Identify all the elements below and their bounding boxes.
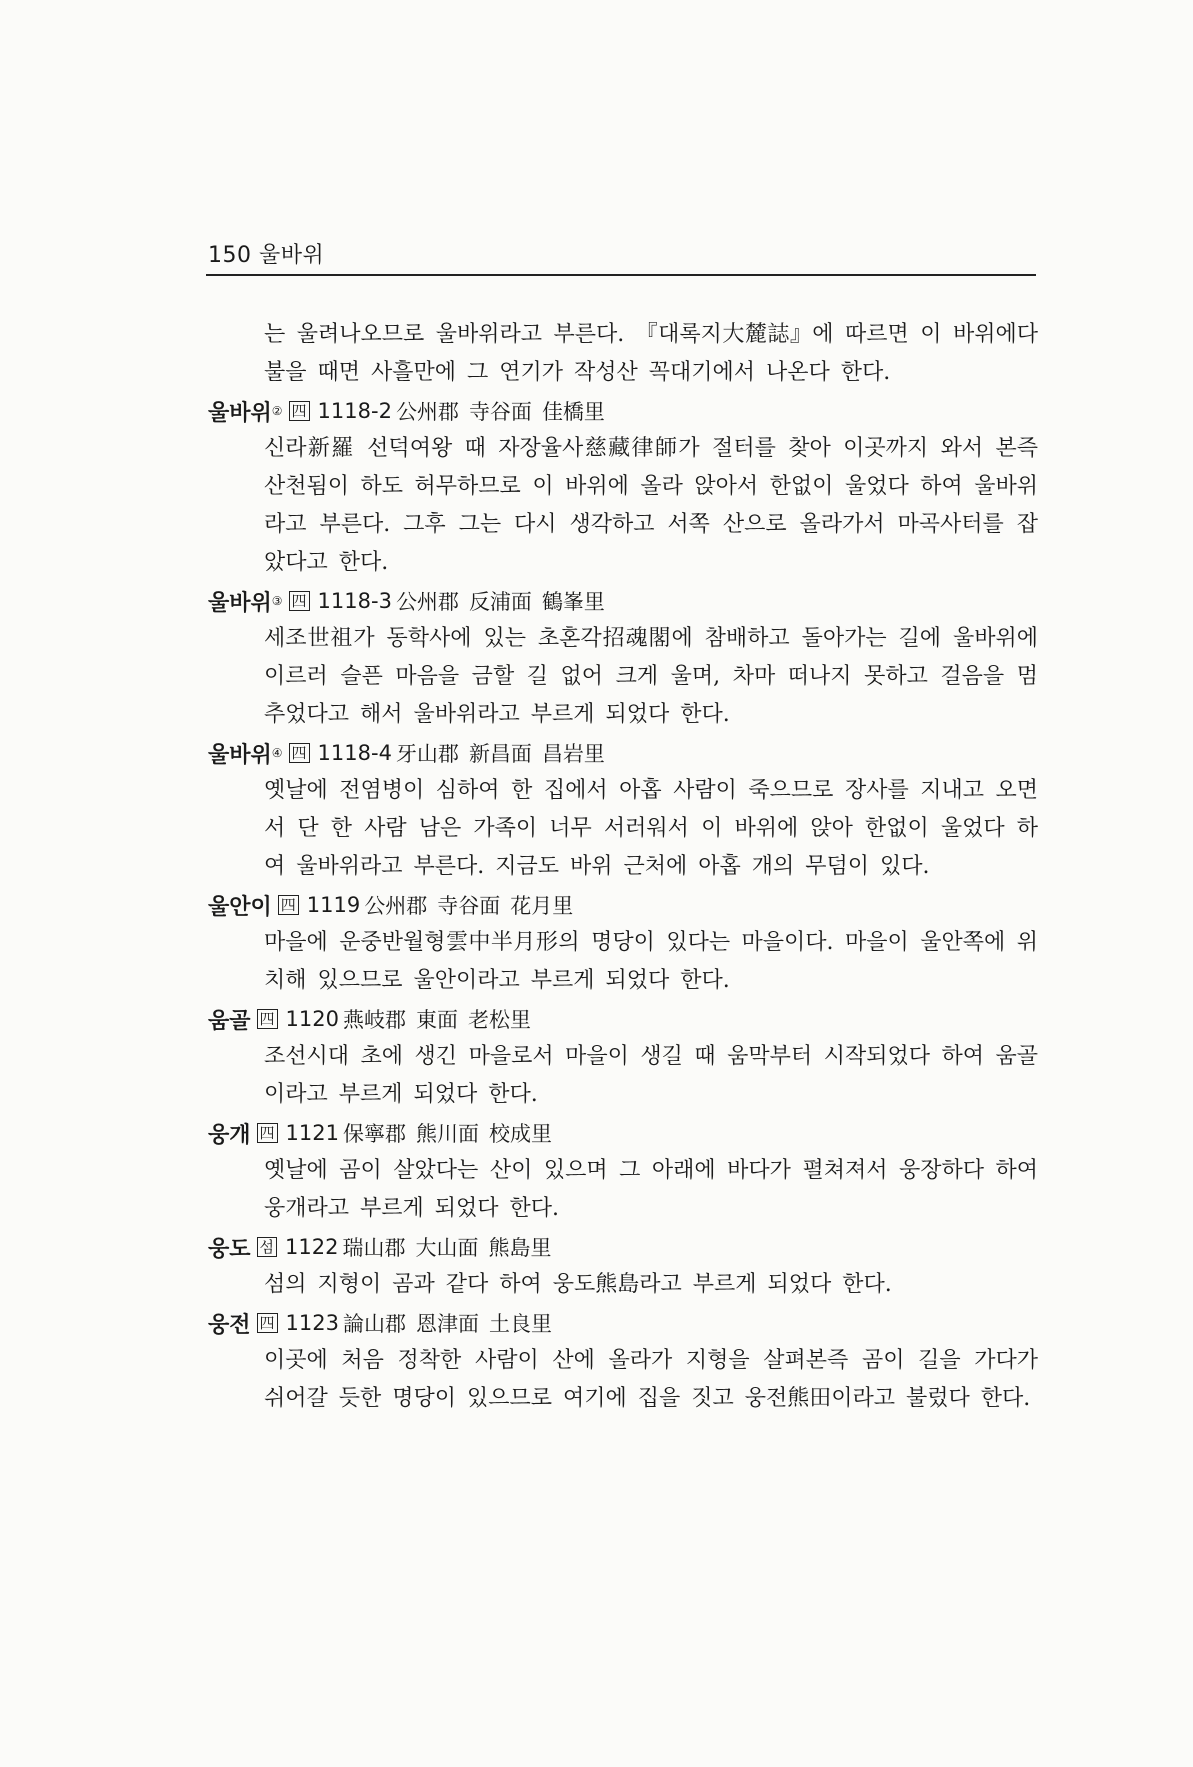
intro-paragraph: 는 울려나오므로 울바위라고 부른다. 『대록지大麓誌』에 따르면 이 바위에다 불을 때면 사흘만에 그 연기가 작성산 꼭대기에서 나온다 한다. bbox=[264, 322, 1038, 385]
entry-type-box: 四 bbox=[278, 895, 299, 915]
entry-number: 1122 bbox=[285, 1235, 339, 1259]
entry bbox=[208, 886, 1038, 1000]
entry bbox=[208, 1228, 1038, 1304]
header-title: 울바위 bbox=[259, 243, 325, 268]
location-part: 佳橋里 bbox=[541, 400, 605, 424]
entry-type-box: 四 bbox=[289, 743, 310, 763]
entry-number: 1118-2 bbox=[317, 399, 392, 423]
entry-location bbox=[343, 1118, 562, 1148]
page-number: 150 bbox=[208, 243, 252, 268]
location-part: 公州郡 bbox=[364, 894, 428, 918]
entry-sup: ③ bbox=[271, 594, 283, 608]
entry-location bbox=[396, 396, 615, 426]
entry-location bbox=[364, 890, 583, 920]
entry-text: 조선시대 초에 생긴 마을로서 마을이 생길 때 움막부터 시작되었다 하여 움골이라고 부르게 되었다 한다. bbox=[264, 1044, 1038, 1107]
entry-type-box: 四 bbox=[257, 1123, 278, 1143]
entry-text: 이곳에 처음 정착한 사람이 산에 올라가 지형을 살펴본즉 곰이 길을 가다가 쉬어갈 듯한 명당이 있으므로 여기에 집을 짓고 웅전熊田이라고 불렀다 한다. bbox=[264, 1348, 1038, 1411]
entry-term: 움골 bbox=[208, 1008, 251, 1034]
entry-location bbox=[396, 586, 615, 616]
entry-location bbox=[343, 1004, 541, 1034]
entry-heading bbox=[208, 1000, 1038, 1038]
entry-term: 울바위 bbox=[208, 590, 272, 616]
location-part: 大山面 bbox=[415, 1236, 479, 1260]
entry-heading bbox=[208, 582, 1038, 620]
entry bbox=[208, 392, 1038, 582]
entry bbox=[208, 582, 1038, 734]
location-part: 昌岩里 bbox=[541, 742, 605, 766]
location-part: 寺谷面 bbox=[468, 400, 532, 424]
location-part: 公州郡 bbox=[395, 400, 459, 424]
entry-term: 웅도 bbox=[208, 1236, 251, 1262]
location-part: 恩津面 bbox=[415, 1312, 479, 1336]
location-part: 反浦面 bbox=[468, 590, 532, 614]
entry-type-box: 四 bbox=[289, 401, 310, 421]
entry-location bbox=[396, 738, 615, 768]
entry-text: 섬의 지형이 곰과 같다 하여 웅도熊島라고 부르게 되었다 한다. bbox=[264, 1272, 892, 1297]
location-part: 寺谷面 bbox=[437, 894, 501, 918]
entry-type-box: 섬 bbox=[257, 1237, 278, 1257]
location-part: 校成里 bbox=[488, 1122, 552, 1146]
entry-location bbox=[342, 1232, 561, 1262]
location-part: 熊川面 bbox=[415, 1122, 479, 1146]
entry-number: 1118-4 bbox=[317, 741, 392, 765]
entry-term: 울안이 bbox=[208, 894, 272, 920]
entry-term: 웅개 bbox=[208, 1122, 251, 1148]
location-part: 鶴峯里 bbox=[541, 590, 605, 614]
entry bbox=[208, 1114, 1038, 1228]
entry-text: 옛날에 전염병이 심하여 한 집에서 아홉 사람이 죽으므로 장사를 지내고 오면서 단 한 사람 남은 가족이 너무 서러워서 이 바위에 앉아 한없이 울었다 하여 울바위라고 부른다. 지금도 바위 근처에 아홉 개의 무덤이 있다. bbox=[264, 778, 1038, 879]
location-part: 牙山郡 bbox=[395, 742, 459, 766]
entry-number: 1120 bbox=[285, 1007, 339, 1031]
entry-type-box: 四 bbox=[289, 591, 310, 611]
location-part: 瑞山郡 bbox=[342, 1236, 406, 1260]
location-part: 保寧郡 bbox=[342, 1122, 406, 1146]
entry-location bbox=[343, 1308, 562, 1338]
entry-number: 1121 bbox=[285, 1121, 339, 1145]
location-part: 新昌面 bbox=[468, 742, 532, 766]
entry-list bbox=[208, 392, 1038, 1418]
entry-sup: ④ bbox=[271, 746, 283, 760]
location-part: 公州郡 bbox=[395, 590, 459, 614]
entry-heading bbox=[208, 392, 1038, 430]
entry-term: 울바위 bbox=[208, 400, 272, 426]
location-part: 花月里 bbox=[510, 894, 574, 918]
entry-text: 옛날에 곰이 살았다는 산이 있으며 그 아래에 바다가 펼쳐져서 웅장하다 하여 웅개라고 부르게 되었다 한다. bbox=[264, 1158, 1038, 1221]
entry-number: 1119 bbox=[306, 893, 361, 917]
running-header bbox=[208, 238, 1038, 269]
location-part: 老松里 bbox=[467, 1008, 531, 1032]
location-part: 燕岐郡 bbox=[342, 1008, 406, 1032]
entry-term: 웅전 bbox=[208, 1312, 251, 1338]
entry-text: 신라新羅 선덕여왕 때 자장율사慈藏律師가 절터를 찾아 이곳까지 와서 본즉 산천됨이 하도 허무하므로 이 바위에 올라 앉아서 한없이 울었다 하여 울바위라고 부른다. 그후 그는 다시 생각하고 서쪽 산으로 올라가서 마곡사터를 잡았다고 한다. bbox=[264, 436, 1038, 575]
entry-heading bbox=[208, 1228, 1038, 1266]
entry-number: 1118-3 bbox=[317, 589, 392, 613]
entry-term: 울바위 bbox=[208, 742, 272, 768]
location-part: 東面 bbox=[415, 1008, 458, 1032]
entry-heading bbox=[208, 1114, 1038, 1152]
entry bbox=[208, 1304, 1038, 1418]
entry-text: 마을에 운중반월형雲中半月形의 명당이 있다는 마을이다. 마을이 울안쪽에 위치해 있으므로 울안이라고 부르게 되었다 한다. bbox=[264, 930, 1038, 993]
entry-number: 1123 bbox=[285, 1311, 339, 1335]
entry-text: 세조世祖가 동학사에 있는 초혼각招魂閣에 참배하고 돌아가는 길에 울바위에 이르러 슬픈 마음을 금할 길 없어 크게 울며, 차마 떠나지 못하고 걸음을 멈추었다고 해서 울바위라고 부르게 되었다 한다. bbox=[264, 626, 1038, 727]
entry-heading bbox=[208, 734, 1038, 772]
entry-heading bbox=[208, 1304, 1038, 1342]
entry-heading bbox=[208, 886, 1038, 924]
entry-sup: ② bbox=[271, 404, 283, 418]
location-part: 論山郡 bbox=[342, 1312, 406, 1336]
entry bbox=[208, 734, 1038, 886]
header-rule bbox=[206, 274, 1036, 276]
entry-type-box: 四 bbox=[257, 1009, 278, 1029]
location-part: 土良里 bbox=[488, 1312, 552, 1336]
page-content bbox=[208, 316, 1038, 1418]
entry-type-box: 四 bbox=[257, 1313, 278, 1333]
entry bbox=[208, 1000, 1038, 1114]
location-part: 熊島里 bbox=[488, 1236, 552, 1260]
